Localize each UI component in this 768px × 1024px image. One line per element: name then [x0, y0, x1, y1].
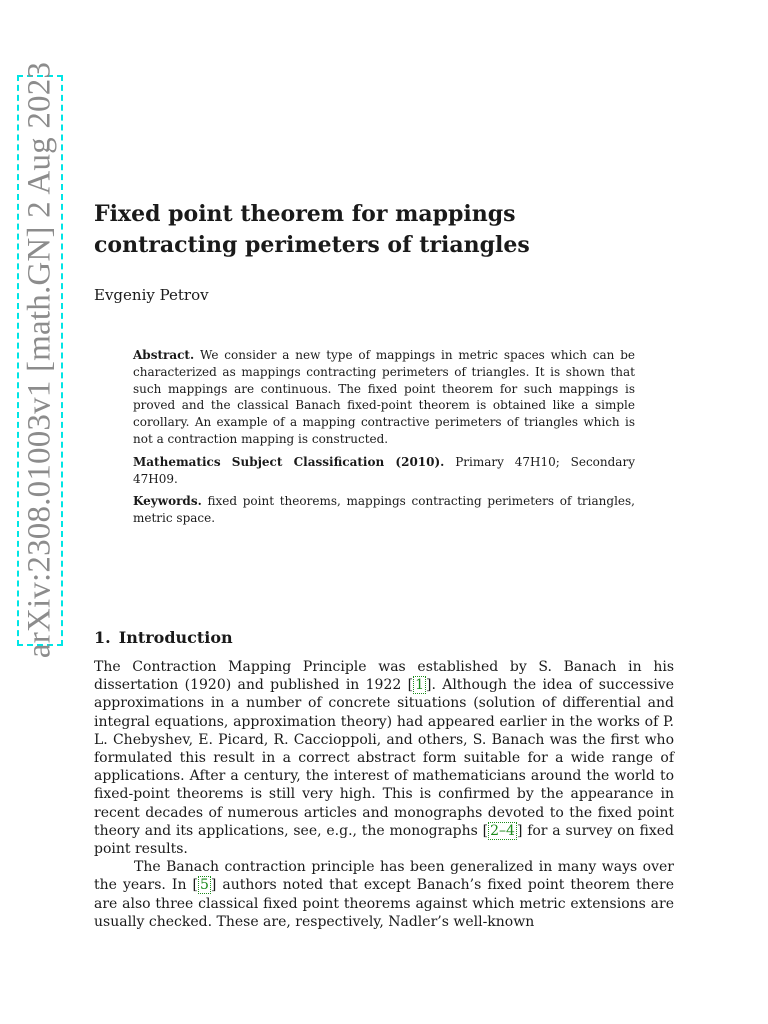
- introduction-body: [94, 658, 674, 931]
- paper-author: Evgeniy Petrov: [94, 286, 209, 304]
- citation-link[interactable]: [488, 822, 517, 840]
- section-number: 1.: [94, 628, 111, 647]
- citation-link[interactable]: 1: [415, 677, 424, 694]
- keywords-paragraph: [133, 493, 635, 527]
- keywords-text: fixed point theorems, mappings contracting perimeters of triangles, metric space.: [133, 494, 635, 526]
- msc-text: Primary 47H10; Secondary 47H09.: [133, 454, 635, 486]
- msc-paragraph: [133, 454, 635, 488]
- paragraph-text: The Banach contraction principle has been generalized in many ways over the years. In [: [94, 859, 674, 894]
- citation-number: 2: [490, 822, 500, 839]
- paragraph-text: ]. Although the idea of successive approximations in a number of concrete situations (solution of differential and integral equations, approximation theory) had appeared earlier in the works of P. L. Chebyshev, E. Picard, R. Caccioppoli, and others, S. Banach was the first who formulated this result in a correct abstract form suitable for a wide range of applications. After a century, the interest of mathematicians around the world to fixed-point theorems is still very high. This is confirmed by the appearance in recent decades of numerous articles and monographs devoted to the fixed point theory and its applications, see, e.g., the monographs [: [94, 677, 674, 839]
- paragraph-text: ] authors noted that except Banach’s fixed point theorem there are also three classical fixed point theorems against which metric extensions are usually checked. These are, respectively, Nadler’s well-known: [94, 877, 675, 930]
- abstract-block: [133, 347, 635, 533]
- intro-paragraph-2: [94, 858, 674, 931]
- keywords-label: Keywords.: [133, 494, 202, 509]
- citation-range-dash: –: [499, 822, 507, 839]
- intro-paragraph-1: [94, 658, 674, 858]
- citation-link[interactable]: 5: [199, 877, 209, 894]
- section-heading-introduction: [94, 628, 233, 647]
- msc-label: Mathematics Subject Classification (2010).: [133, 454, 445, 469]
- abstract-text: We consider a new type of mappings in metric spaces which can be characterized as mappings contracting perimeters of triangles. It is shown that such mappings are continuous. The fixed point theorem for such mappings is proved and the classical Banach fixed-point theorem is obtained like a simple corollary. An example of a mapping contractive perimeters of triangles which is not a contraction mapping is constructed.: [133, 348, 635, 446]
- paragraph-text: ] for a survey on fixed point results.: [94, 822, 674, 858]
- arxiv-identifier[interactable]: arXiv:2308.01003v1 [math.GN] 2 Aug 2023: [21, 61, 58, 659]
- abstract-paragraph: [133, 347, 635, 448]
- paper-title: Fixed point theorem for mappings contracting perimeters of triangles: [94, 201, 530, 258]
- paragraph-text: The Contraction Mapping Principle was established by S. Banach in his dissertation (1920) and published in 1922 [: [94, 659, 674, 694]
- section-title: Introduction: [118, 628, 233, 647]
- abstract-label: Abstract.: [133, 348, 195, 362]
- citation-number: 4: [506, 822, 515, 839]
